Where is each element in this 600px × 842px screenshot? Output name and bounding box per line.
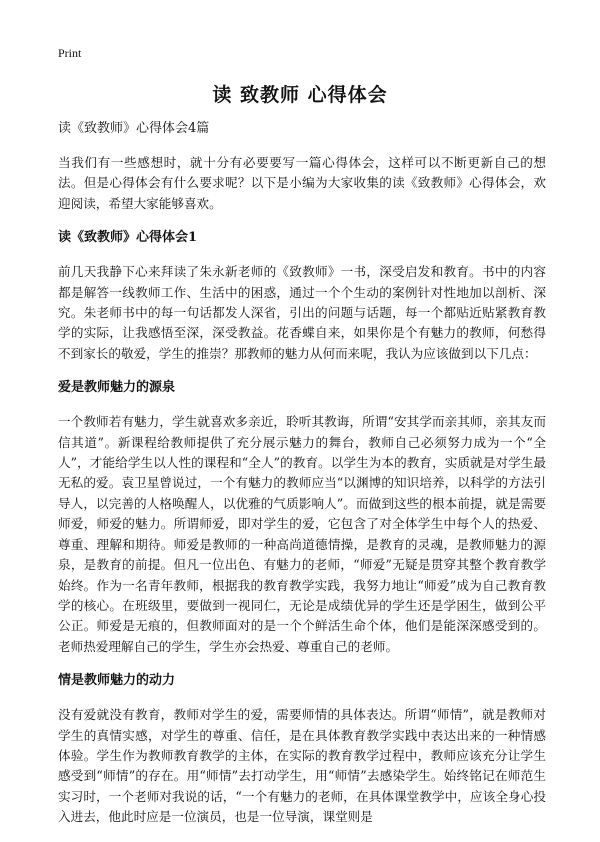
page-title: 读 致教师 心得体会 [212, 84, 388, 106]
document-subtitle: 读《致教师》心得体会4篇 [58, 121, 210, 136]
print-link[interactable]: Print [58, 46, 82, 60]
intro-paragraph: 当我们有一些感想时，就十分有必要要写一篇心得体会，这样可以不断更新自己的想法。但是心得体会有什么要求呢？以下是小编为大家收集的读《致教师》心得体会，欢迎阅读，希望大家能够喜欢。 [58, 155, 546, 211]
section-paragraph-3: 没有爱就没有教育，教师对学生的爱，需要师情的具体表达。所谓“师情”，就是教师对学生的真情实感，对学生的尊重、信任，是在具体教育教学实践中表达出来的一种情感体验。学生作为教师教育教学的主体，在实际的教育教学过程中，教师应该充分让学生感受到“师情”的存在。用“师情”去打动学生，用“师情”去感染学生。始终铭记在师范生实习时，一个老师对我说的话，“一个有魅力的老师，在具体课堂教学中，应该全身心投入进去，他此时应是一位演员，也是一位导演，课堂则是 [58, 707, 546, 825]
section-heading-1: 读《致教师》心得体会1 [58, 230, 198, 246]
document-body [58, 119, 546, 842]
section-heading-3: 情是教师魅力的动力 [58, 673, 176, 689]
section-paragraph-2: 一个教师若有魅力，学生就喜欢多亲近，聆听其教诲，所谓“安其学而亲其师，亲其友而信其道”。新课程给教师提供了充分展示魅力的舞台，教师自己必须努力成为一个“全人”，才能给学生以人性的课程和“全人”的教育。以学生为本的教育，实质就是对学生最无私的爱。袁卫星曾说过，一个有魅力的教师应当“以渊博的知识培养，以科学的方法引导人，以完善的人格唤醒人，以优雅的气质影响人”。而做到这些的根本前提，就是需要师爱，师爱的魅力。所谓师爱，即对学生的爱，它包含了对全体学生中每个人的热爱、尊重、理解和期待。师爱是教师的一种高尚道德情操，是教育的灵魂，是教师魅力的源泉，是教育的前提。但凡一位出色、有魅力的老师，“师爱”无疑是贯穿其整个教育教学始终。作为一名青年教师，根据我的教育教学实践，我努力地让“师爱”成为自己教育教学的核心。在班级里，要做到一视同仁，无论是成绩优异的学生还是学困生，做到公平公正。师爱是无痕的，但教师面对的是一个个鲜活生命个体，他们是能深深感受到的。老师热爱理解自己的学生，学生亦会热爱、尊重自己的老师。 [58, 414, 546, 654]
section-paragraph-1: 前几天我静下心来拜读了朱永新老师的《致教师》一书，深受启发和教育。书中的内容都是解答一线教师工作、生活中的困惑，通过一个个生动的案例针对性地加以剖析、深究。朱老师书中的每一句话都发人深省，引出的问题与话题，每一个都贴近贴紧教育教学的实际，让我感悟至深，深受教益。花香蝶自来，如果你是个有魅力的教师，何愁得不到家长的敬爱，学生的推崇？那教师的魅力从何而来呢，我认为应该做到以下几点： [58, 264, 546, 361]
section-heading-2: 爱是教师魅力的源泉 [58, 380, 176, 396]
